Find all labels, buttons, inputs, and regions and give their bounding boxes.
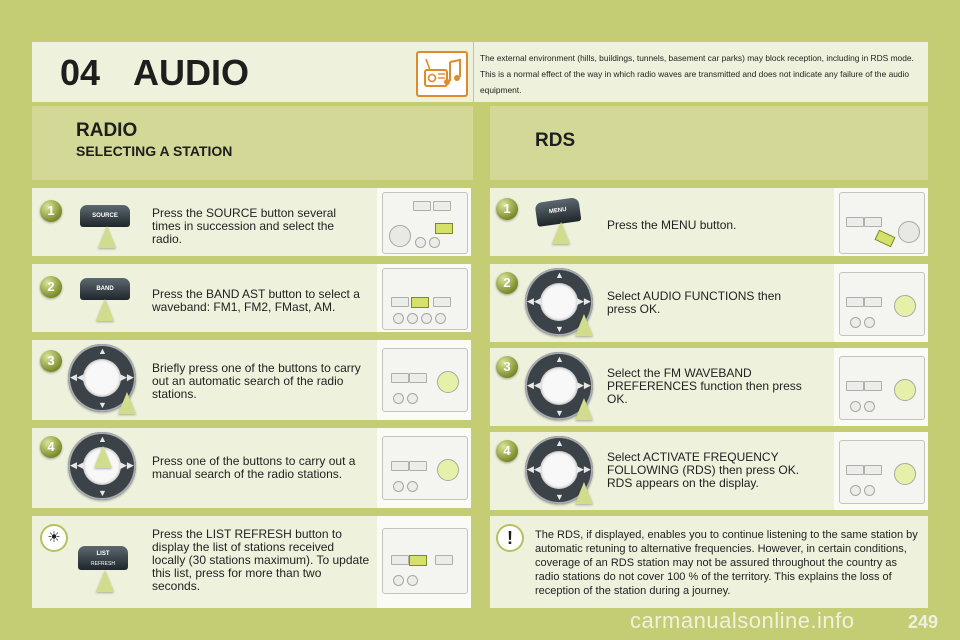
- direction-pad-icon: ▲ ▼ ◀◀ ▶▶: [525, 268, 593, 336]
- radio-unit-icon: [382, 436, 468, 500]
- warning-text: The RDS, if displayed, enables you to continue listening to the same station by automatic retuning to alternative frequencies. However, in certain conditions, coverage of an RDS station may not be assured throughout the country as radio stations do not cover 100 % of the territory. This explains the loss of reception of the station during a journey.: [535, 529, 918, 597]
- warning-icon: !: [498, 526, 522, 550]
- radio-unit-image: [377, 340, 471, 420]
- step-text: Press one of the buttons to carry out a manual search of the radio stations.: [152, 454, 356, 481]
- step-number-badge: 1: [496, 198, 518, 220]
- radio-unit-icon: [382, 192, 468, 254]
- arrow-up-icon: [552, 222, 570, 244]
- step-number-badge: 3: [496, 356, 518, 378]
- step-number-badge: 4: [40, 436, 62, 458]
- arrow-up-icon: [94, 446, 112, 468]
- radio-unit-icon: [839, 440, 925, 504]
- rds-title: RDS: [535, 130, 576, 151]
- direction-pad-icon: ▲ ▼ ◀◀ ▶▶: [68, 432, 136, 500]
- chapter-number: 04: [60, 52, 101, 93]
- intro-text: The external environment (hills, buildings, tunnels, basement car parks) may block reception, including in RDS mode. This is a normal effect of the way in which radio waves are transmitted and does not indicate any failure of the audio equipment.: [480, 53, 914, 95]
- arrow-up-icon: [96, 299, 114, 321]
- radio-unit-icon: [382, 348, 468, 412]
- chapter-title: AUDIO: [133, 52, 249, 93]
- arrow-up-icon: [118, 392, 136, 414]
- watermark: carmanualsonline.info: [630, 608, 855, 633]
- step-text: Select ACTIVATE FREQUENCY FOLLOWING (RDS) then press OK. RDS appears on the display.: [607, 450, 800, 490]
- step-number-badge: 4: [496, 440, 518, 462]
- source-button-icon: SOURCE: [80, 205, 130, 227]
- radio-unit-image: [377, 188, 471, 256]
- tip-sun-icon: ☀: [42, 526, 66, 550]
- radio-subtitle: SELECTING A STATION: [76, 143, 233, 159]
- list-refresh-button-icon: [78, 546, 128, 570]
- step-number-badge: 2: [496, 272, 518, 294]
- arrow-up-icon: [575, 398, 593, 420]
- direction-pad-icon: ▲ ▼ ◀◀ ▶▶: [525, 436, 593, 504]
- arrow-up-icon: [575, 482, 593, 504]
- step-number-badge: 1: [40, 200, 62, 222]
- radio-unit-image: [834, 188, 928, 256]
- step-text: Press the SOURCE button several times in succession and select the radio.: [152, 206, 337, 246]
- step-text: Press the BAND AST button to select a waveband: FM1, FM2, FMast, AM.: [152, 287, 360, 314]
- step-number-badge: 2: [40, 276, 62, 298]
- arrow-up-icon: [98, 226, 116, 248]
- step-text: Select the FM WAVEBAND PREFERENCES function then press OK.: [607, 366, 802, 406]
- radio-unit-icon: [839, 272, 925, 336]
- radio-unit-icon: [839, 192, 925, 254]
- radio-unit-image: [834, 348, 928, 426]
- tip-text: Press the LIST REFRESH button to display the list of stations received locally (30 stations maximum). To update this list, press for more than two seconds.: [152, 527, 370, 593]
- radio-unit-image: [377, 516, 471, 608]
- radio-unit-icon: [839, 356, 925, 420]
- step-text: Briefly press one of the buttons to carry out an automatic search of the radio stations.: [152, 361, 361, 401]
- step-number-badge: 3: [40, 350, 62, 372]
- radio-unit-icon: [382, 268, 468, 330]
- radio-title: RADIO: [76, 120, 138, 141]
- radio-unit-image: [377, 264, 471, 332]
- direction-pad-icon: ▲ ▼ ◀◀ ▶▶: [525, 352, 593, 420]
- radio-unit-image: [834, 264, 928, 342]
- step-text: Select AUDIO FUNCTIONS then press OK.: [607, 289, 782, 316]
- arrow-up-icon: [575, 314, 593, 336]
- direction-pad-icon: ▲ ▼ ◀◀ ▶▶: [68, 344, 136, 412]
- radio-unit-image: [377, 428, 471, 508]
- radio-unit-image: [834, 432, 928, 510]
- refresh-button-label: REFRESH: [91, 561, 115, 567]
- radio-unit-icon: [382, 528, 468, 594]
- arrow-up-icon: [96, 570, 114, 592]
- band-button-icon: BAND: [80, 278, 130, 300]
- step-text: Press the MENU button.: [607, 218, 737, 232]
- audio-logo-icon: [416, 51, 468, 97]
- page-number: 249: [907, 612, 938, 632]
- list-button-label: LIST: [96, 551, 110, 557]
- menu-button-icon: MENU: [535, 197, 582, 227]
